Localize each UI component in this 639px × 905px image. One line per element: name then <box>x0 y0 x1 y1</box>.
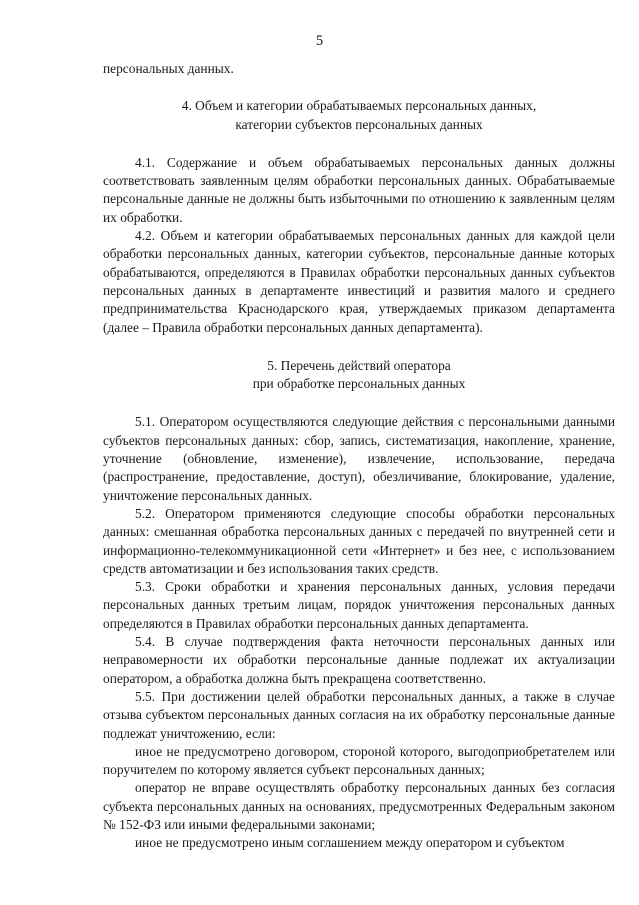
paragraph-5-5: 5.5. При достижении целей обработки персональных данных, а также в случае отзыва субъектом персональных данных согласия на их обработку персональные данные подлежат уничтожению, если: <box>103 688 615 741</box>
section-5-title-line-2: при обработке персональных данных <box>252 376 466 392</box>
paragraph-4-2: 4.2. Объем и категории обрабатываемых персональных данных для каждой цели обработки персональных данных, категории субъектов, персональные данные которых обрабатываются, определяются в Правилах обработки персональных данных субъектов персональных данных в департаменте инвестиций и развития малого и среднего предпринимательства Краснодарского края, утверждаемых приказом департамента (далее – Правила обработки персональных данных департамента). <box>103 228 615 335</box>
paragraph-5-3: 5.3. Сроки обработки и хранения персональных данных, условия передачи персональных данных третьим лицам, порядок уничтожения персональных данных определяются в Правилах обработки персональных данных департамента. <box>103 579 615 631</box>
spacer <box>103 78 615 97</box>
spacer <box>103 134 615 154</box>
document-body <box>103 60 615 853</box>
paragraph-5-2: 5.2. Оператором применяются следующие способы обработки персональных данных: смешанная обработка персональных данных с передачей по внутренней сети и информационно-телекоммуникационной сети «Интернет» и без нее, с использованием средств автоматизации и без использования таких средств. <box>103 505 615 576</box>
spacer <box>103 393 615 413</box>
section-4-title-line-2: категории субъектов персональных данных <box>235 116 483 132</box>
spacer <box>103 337 615 357</box>
list-item: оператор не вправе осуществлять обработку персональных данных без согласия субъекта персональных данных на основаниях, предусмотренных Федеральным законом № 152-ФЗ или иными федеральными законами; <box>103 780 615 832</box>
paragraph-4-1: 4.1. Содержание и объем обрабатываемых персональных данных должны соответствовать заявленным целям обработки персональных данных. Обрабатываемые персональные данные не должны быть избыточными по отношению к заявленным целям их обработки. <box>103 154 615 225</box>
lead-text: персональных данных. <box>103 61 234 76</box>
section-5-title-line-1: 5. Перечень действий оператора <box>267 357 451 373</box>
paragraph-5-1: 5.1. Оператором осуществляются следующие действия с персональными данными субъектов персональных данных: сбор, запись, систематизация, накопление, хранение, уточнение (обновление, изменение), извлечение, использование, передача (распространение, предоставление, доступ), обезличивание, блокирование, удаление, уничтожение персональных данных. <box>103 414 615 503</box>
page-number: 5 <box>315 33 324 49</box>
paragraph-5-4: 5.4. В случае подтверждения факта неточности персональных данных или неправомерности их обработки персональные данные подлежат их актуализации оператором, а обработка должна быть прекращена соответственно. <box>103 634 615 686</box>
list-item: иное не предусмотрено договором, стороной которого, выгодоприобретателем или поручителем по которому является субъект персональных данных; <box>103 743 615 778</box>
list-item: иное не предусмотрено иным соглашением между оператором и субъектом <box>135 835 565 851</box>
section-4-title-line-1: 4. Объем и категории обрабатываемых персональных данных, <box>181 98 537 114</box>
